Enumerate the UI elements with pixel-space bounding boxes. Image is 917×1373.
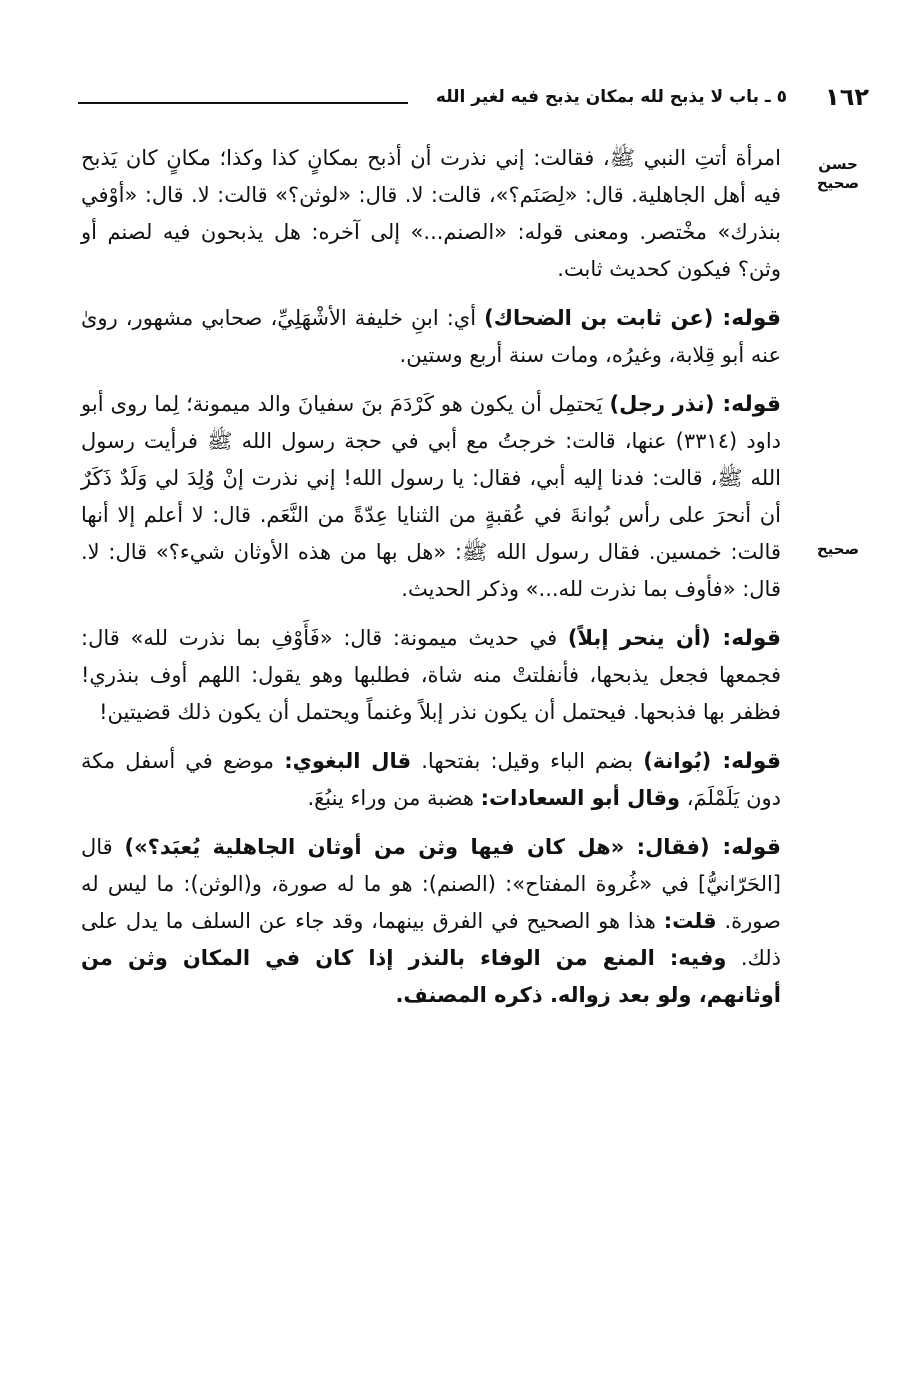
paragraph-text: موضع في أسفل مكة دون يَلَمْلَمَ، xyxy=(81,749,781,810)
qawluh-label: قوله: xyxy=(710,626,782,651)
paragraph xyxy=(81,300,781,374)
conclusion-text: وفيه: المنع من الوفاء بالنذر إذا كان في المكان وثن من أوثانهم، ولو بعد زواله. ذكره المصنف. xyxy=(81,946,781,1007)
margin-grade-note: حسن صحيح xyxy=(816,155,860,192)
qawluh-label: قوله: xyxy=(711,749,781,774)
quoted-phrase: (أن ينحر إبلاً) xyxy=(567,626,711,650)
running-title: ٥ ـ باب لا يذبح لله بمكان يذبح فيه لغير الله xyxy=(435,87,787,107)
paragraph-text: أي: ابنِ خليفة الأشْهَلِيِّ، صحابي مشهور، روىٰ عنه أبو قِلابة، وغيرُه، ومات سنة أربع وستين. xyxy=(81,306,781,367)
paragraph-text: في حديث ميمونة: قال: «فَأَوْفِ بما نذرت لله» قال: فجمعها فجعل يذبحها، فأنفلتتْ منه شاة، فطلبها وهو يقول: اللهم أوف بنذري! فظفر بها فذبحها. فيحتمل أن يكون نذر إبلاً وغنماً ويحتمل أن يكون ذلك قضيتين! xyxy=(81,626,781,724)
paragraph xyxy=(81,140,781,288)
quoted-phrase: (عن ثابت بن الضحاك) xyxy=(484,306,714,330)
qawluh-label: قوله: xyxy=(709,835,781,860)
paragraph-text: امرأة أتتِ النبي ﷺ، فقالت: إني نذرت أن أذبح بمكانٍ كذا وكذا؛ مكانٍ كان يَذبح فيه أهل الجاهلية. قال: «لِصَنَم؟»، قالت: لا. قال: «لوثن؟» قالت: لا. قال: «أوْفي بنذرك» مخْتصر. ومعنى قوله: «الصنم...» إلى آخره: هل يذبحون فيه لصنم أو وثن؟ فيكون كحديث ثابت. xyxy=(81,146,781,281)
header-rule xyxy=(78,102,408,104)
qawluh-label: قوله: xyxy=(714,392,781,417)
quoted-phrase: (فقال: «هل كان فيها وثن من أوثان الجاهلية يُعبَد؟») xyxy=(124,835,710,859)
paragraph xyxy=(81,743,781,817)
paragraph xyxy=(81,386,781,608)
page-header xyxy=(78,82,869,114)
qawluh-label: قوله: xyxy=(713,306,781,331)
paragraph-text: هضبة من وراء ينبُعَ. xyxy=(307,786,481,810)
body-text xyxy=(81,140,781,1026)
paragraph xyxy=(81,620,781,731)
margin-grade-note: صحيح xyxy=(816,540,860,558)
paragraph-text: هذا هو الصحيح في الفرق بينهما، وقد جاء عن السلف ما يدل على ذلك. xyxy=(81,909,781,970)
scholar-name: قال البغوي: xyxy=(284,749,412,773)
paragraph-text: بضم الباء وقيل: بفتحها. xyxy=(411,749,644,773)
scholar-name: وقال أبو السعادات: xyxy=(480,786,681,810)
paragraph-text: يَحتمِل أن يكون هو كَرْدَمَ بنَ سفيانَ والد ميمونة؛ لِما روى أبو داود (٣٣١٤) عنها، قالت: خرجتُ مع أبي في حجة رسول الله ﷺ فرأيت رسول الله ﷺ، قالت: فدنا إليه أبي، فقال: يا رسول الله! إني نذرت إنْ وُلِدَ لي وَلَدٌ ذَكَرٌ أن أنحرَ على رأس بُوانةَ في عُقبةٍ من الثنايا عِدّةً من النَّعَم. قال: لا أعلم إلا أنها قالت: خمسين. فقال رسول الله ﷺ: «هل بها من هذه الأوثان شيء؟» قال: لا. قال: «فأوف بما نذرت لله...» وذكر الحديث. xyxy=(81,392,782,601)
paragraph xyxy=(81,829,781,1014)
qultu-label: قلت: xyxy=(663,909,717,933)
quoted-phrase: (بُوانة) xyxy=(643,749,712,773)
paragraph-text: قال [الحَرّانيُّ] في «غُروة المفتاح»: (الصنم): هو ما له صورة، و(الوثن): ما ليس له صورة. xyxy=(81,835,781,933)
page-number: ١٦٢ xyxy=(825,83,869,111)
quoted-phrase: (نذر رجل) xyxy=(609,392,715,416)
